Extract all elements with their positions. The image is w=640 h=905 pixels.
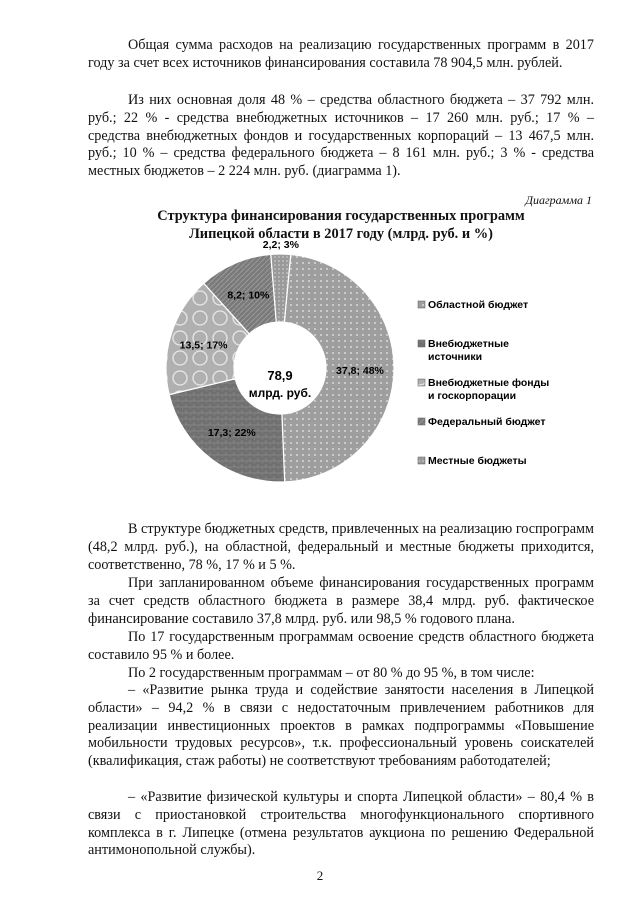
slice-data-label: 17,3; 22% xyxy=(207,426,256,439)
legend-swatch xyxy=(418,379,425,386)
paragraph-2-programs: По 2 государственным программам – от 80 % до 95 %, в том числе: xyxy=(128,665,535,681)
paragraph-17-programs: По 17 государственным программам освоение средств областного бюджета составило 95 % и более. xyxy=(88,629,594,663)
paragraph-funding-shares: Из них основная доля 48 % – средства областного бюджета – 37 792 млн. руб.; 22 % - средства внебюджетных источников – 17 260 млн. руб.; 17 % – средства внебюджетных фондов и государственных корпораций – 13 467,5 млн. руб.; 10 % – средства федерального бюджета – 8 161 млн. руб.; 3 % - средства местных бюджетов – 2 224 млн. руб. (диаграмма 1). xyxy=(88,92,594,180)
paragraph-labor-market-program: – «Развитие рынка труда и содействие занятости населения в Липецкой области» – 94,2 % в связи с недостаточным привлечением работников для реализации инвестиционных проектов в рамках подпрограммы «Повышение мобильности трудовых ресурсов», т.к. профессиональный уровень соискателей (квалификация, стаж работы) не соответствуют требованиям работодателей; xyxy=(88,682,594,770)
slice-data-label: 13,5; 17% xyxy=(179,339,228,352)
legend-label: Федеральный бюджет xyxy=(428,416,546,428)
legend-label: Областной бюджет xyxy=(428,299,529,311)
legend-label: Местные бюджеты xyxy=(428,455,527,467)
chart-title-line-2: Липецкой области в 2017 году (млрд. руб. и %) xyxy=(189,226,493,242)
legend-swatch xyxy=(418,457,425,464)
donut-chart xyxy=(150,239,610,488)
legend-label-line2: источники xyxy=(428,351,483,363)
paragraph-sport-program: – «Развитие физической культуры и спорта Липецкой области» – 80,4 % в связи с приостановкой строительства многофункционального спортивного комплекса в г. Липецке (отмена результатов аукциона по решению Федеральной антимонопольной службы). xyxy=(88,789,594,859)
paragraph-total-expenses: Общая сумма расходов на реализацию государственных программ в 2017 году за счет всех источников финансирования составила 78 904,5 млн. рублей. xyxy=(88,37,594,71)
legend-label: Внебюджетные фонды xyxy=(428,377,550,389)
chart-legend xyxy=(418,299,549,467)
center-total-value: 78,9 xyxy=(267,368,293,383)
slice-data-label: 37,8; 48% xyxy=(336,365,384,378)
chart-title xyxy=(88,207,594,243)
legend-swatch xyxy=(418,301,425,308)
center-total-unit: млрд. руб. xyxy=(248,386,312,400)
paragraph-budget-structure: В структуре бюджетных средств, привлеченных на реализацию госпрограмм (48,2 млрд. руб.), на областной, федеральный и местные бюджеты приходится, соответственно, 78 %, 17 % и 5 %. xyxy=(88,521,594,573)
legend-label-line2: и госкорпорации xyxy=(428,390,517,402)
legend-label: Внебюджетные xyxy=(428,338,509,350)
chart-title-line-1: Структура финансирования государственных программ xyxy=(157,208,525,224)
legend-swatch xyxy=(418,418,425,425)
diagram-caption: Диаграмма 1 xyxy=(525,193,592,207)
legend-swatch xyxy=(418,340,425,347)
page-number: 2 xyxy=(316,868,324,883)
paragraph-planned-vs-actual: При запланированном объеме финансирования государственных программ за счет средств областного бюджета в размере 38,4 млрд. руб. фактическое финансирование составило 37,8 млрд. руб. или 98,5 % годового плана. xyxy=(88,575,594,627)
slice-data-label: 2,2; 3% xyxy=(262,239,299,252)
slice-data-label: 8,2; 10% xyxy=(227,289,270,302)
